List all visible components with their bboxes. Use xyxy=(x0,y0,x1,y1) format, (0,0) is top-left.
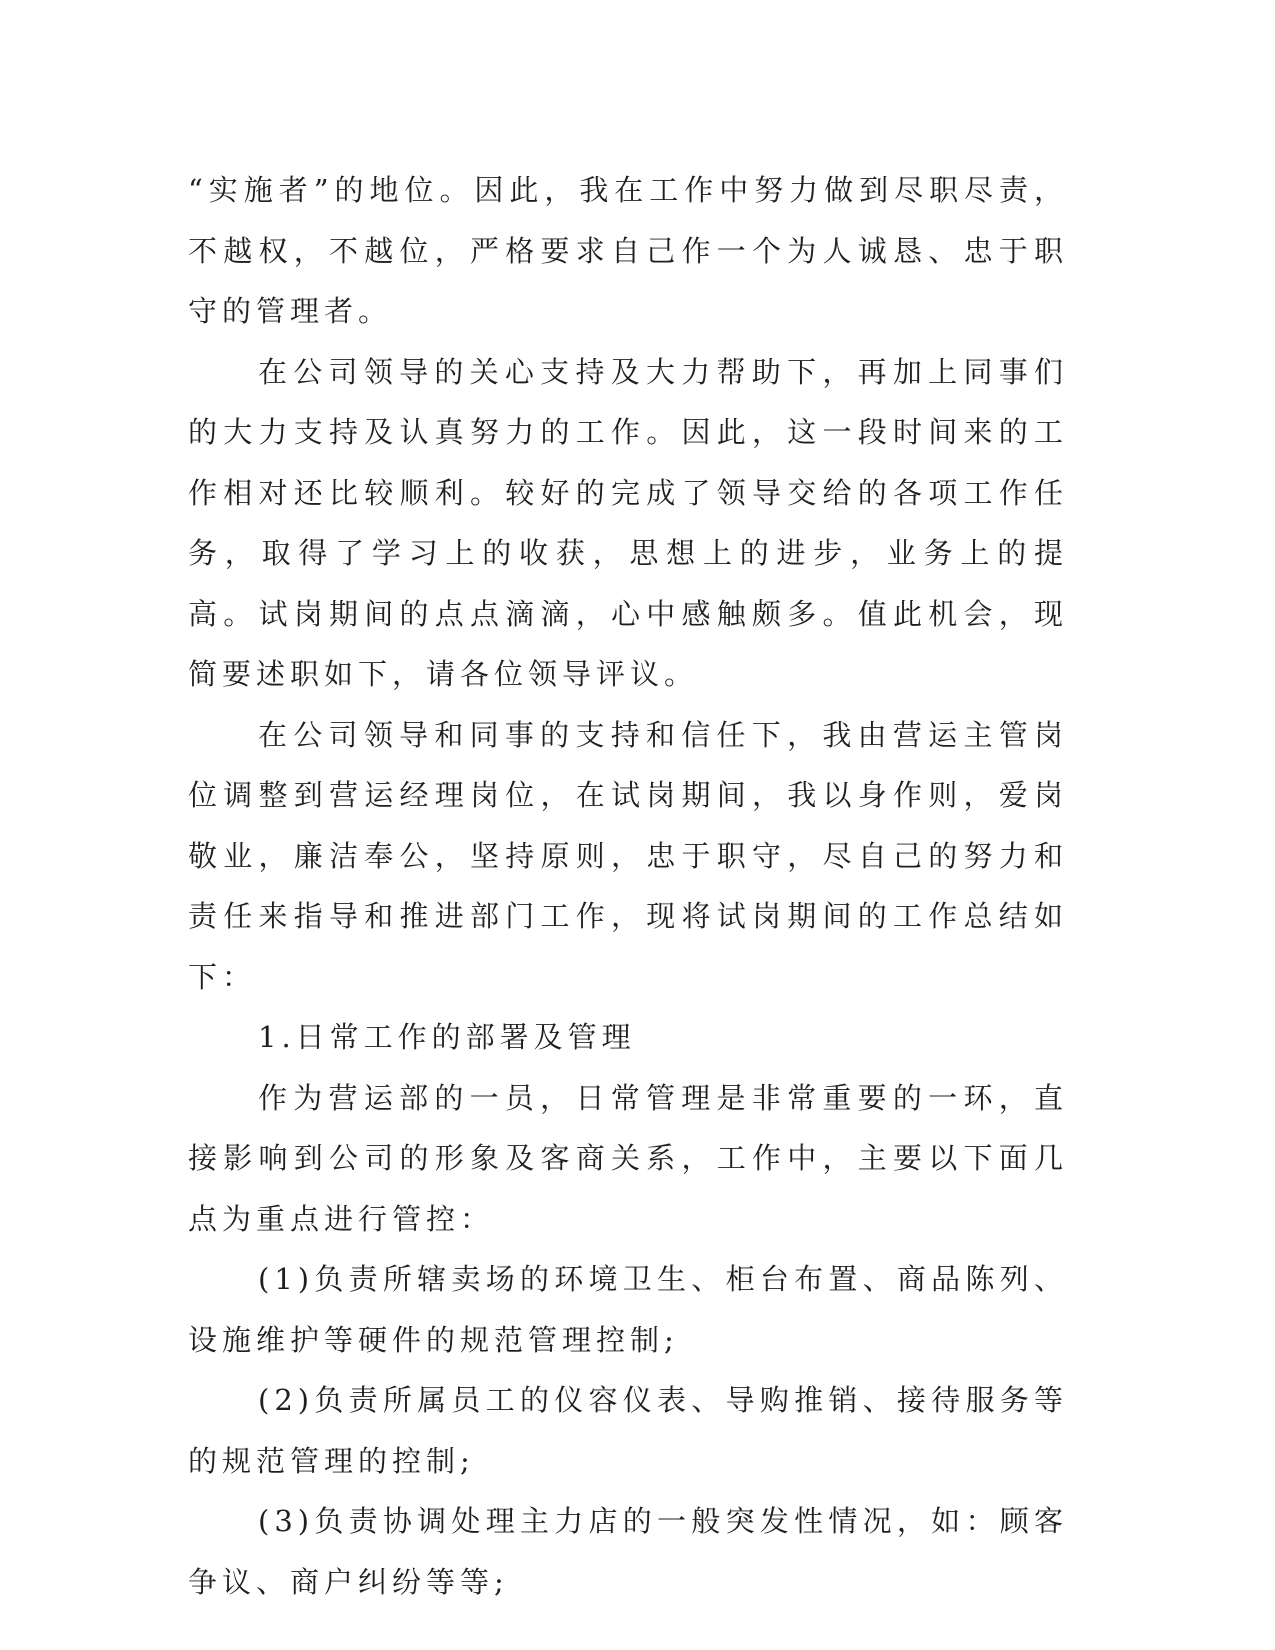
document-body xyxy=(188,160,1068,1612)
list-item-2: (2)负责所属员工的仪容仪表、导购推销、接待服务等的规范管理的控制; xyxy=(188,1383,1068,1478)
section-heading-1: 1.日常工作的部署及管理 xyxy=(258,1020,636,1054)
paragraph-1: “实施者”的地位。因此，我在工作中努力做到尽职尽责，不越权，不越位，严格要求自己作一个为人诚恳、忠于职守的管理者。 xyxy=(188,173,1068,328)
paragraph-3: 在公司领导和同事的支持和信任下，我由营运主管岗位调整到营运经理岗位，在试岗期间，我以身作则，爱岗敬业，廉洁奉公，坚持原则，忠于职守，尽自己的努力和责任来指导和推进部门工作，现将试岗期间的工作总结如下： xyxy=(188,717,1068,994)
paragraph-4: 作为营运部的一员，日常管理是非常重要的一环，直接影响到公司的形象及客商关系，工作中，主要以下面几点为重点进行管控： xyxy=(188,1080,1068,1236)
list-item-3: (3)负责协调处理主力店的一般突发性情况，如：顾客争议、商户纠纷等等; xyxy=(188,1504,1068,1599)
list-item-1: (1)负责所辖卖场的环境卫生、柜台布置、商品陈列、设施维护等硬件的规范管理控制; xyxy=(188,1262,1068,1357)
paragraph-2: 在公司领导的关心支持及大力帮助下，再加上同事们的大力支持及认真努力的工作。因此，这一段时间来的工作相对还比较顺利。较好的完成了领导交给的各项工作任务，取得了学习上的收获，思想上的进步，业务上的提高。试岗期间的点点滴滴，心中感触颇多。值此机会，现简要述职如下，请各位领导评议。 xyxy=(188,354,1068,691)
